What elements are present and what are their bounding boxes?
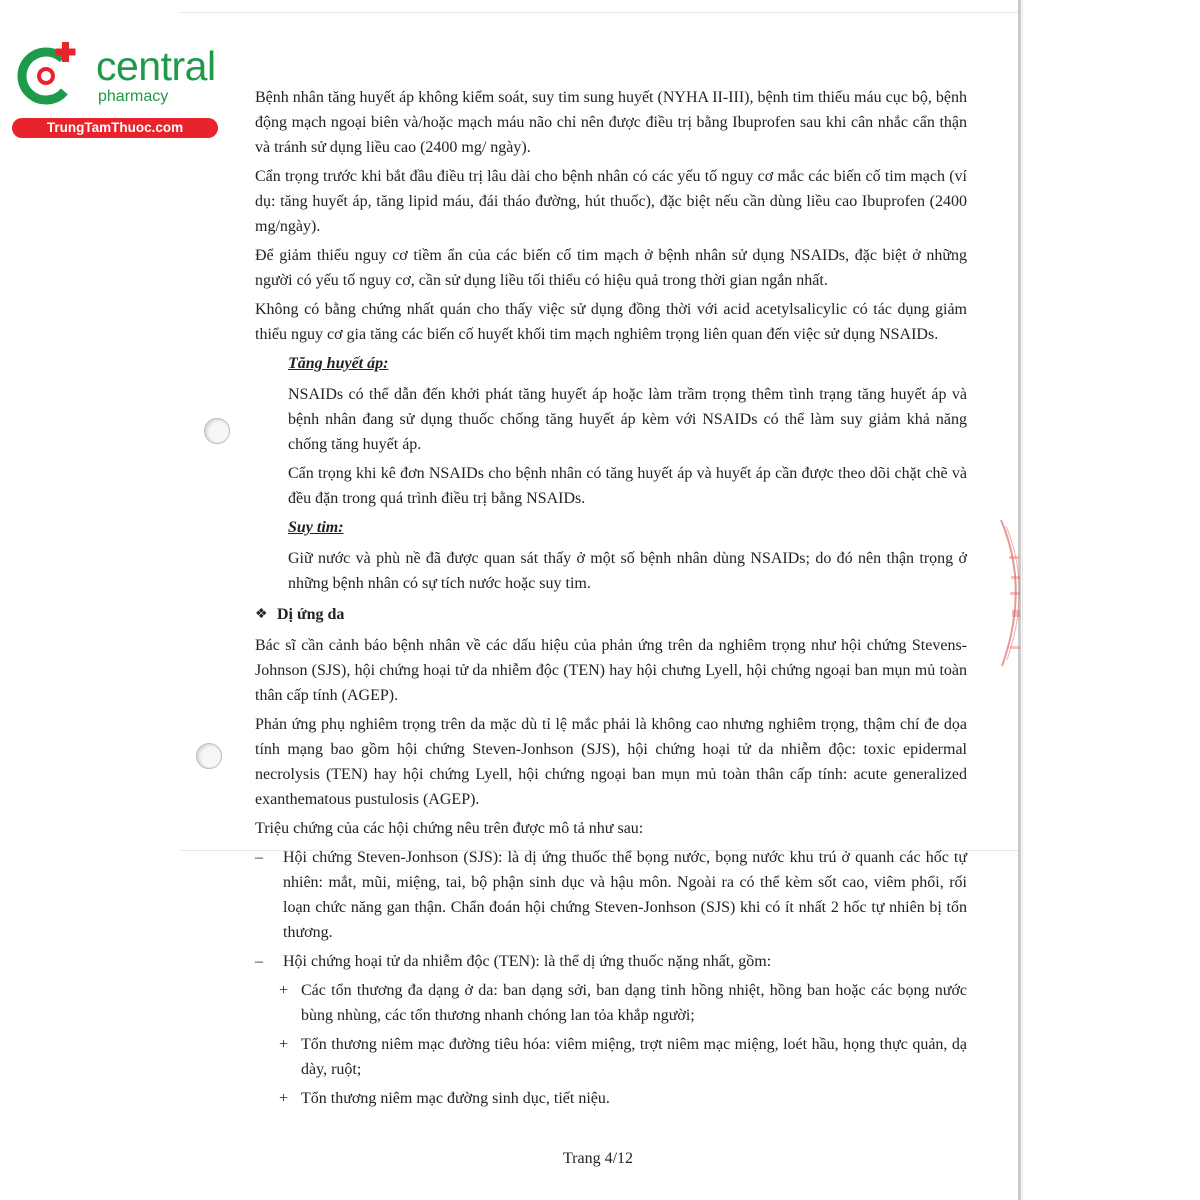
- sub-list-item: [279, 1032, 967, 1082]
- hypertension-section: [255, 351, 967, 596]
- paragraph: NSAIDs có thể dẫn đến khởi phát tăng huyết áp hoặc làm trầm trọng thêm tình trạng tăng huyết áp và bệnh nhân đang sử dụng thuốc chống tăng huyết áp kèm với NSAIDs có thể làm suy giảm khả năng chống tăng huyết áp.: [288, 386, 967, 453]
- scan-edge-top: [180, 12, 1020, 13]
- plus-bullet: +: [279, 982, 289, 999]
- list-item: [255, 845, 967, 945]
- paragraph: Bệnh nhân tăng huyết áp không kiểm soát, suy tim sung huyết (NYHA II-III), bệnh tim thiếu máu cục bộ, bệnh động mạch ngoại biên và/hoặc mạch máu não chỉ nên được điều trị bằng Ibuprofen sau khi cân nhắc cẩn thận và tránh sử dụng liều cao (2400 mg/ ngày).: [255, 89, 967, 156]
- paragraph: Để giảm thiểu nguy cơ tiềm ẩn của các biến cố tim mạch ở bệnh nhân sử dụng NSAIDs, đặc biệt ở những người có yếu tố nguy cơ, cần sử dụng liều tối thiểu có hiệu quả trong thời gian ngắn nhất.: [255, 247, 967, 289]
- document-body: [255, 85, 967, 1115]
- paragraph: Giữ nước và phù nề đã được quan sát thấy ở một số bệnh nhân dùng NSAIDs; do đó nên thận trọng ở những bệnh nhân có sự tích nước hoặc suy tim.: [288, 550, 967, 592]
- central-pharmacy-logo[interactable]: [10, 38, 215, 138]
- hypertension-heading: Tăng huyết áp:: [288, 355, 389, 372]
- sub-list-item: [279, 1086, 967, 1111]
- punch-hole: [196, 743, 222, 769]
- diamond-bullet-icon: ❖: [255, 607, 268, 622]
- paragraph: Cẩn trọng khi kê đơn NSAIDs cho bệnh nhân có tăng huyết áp và huyết áp cần được theo dõi chặt chẽ và đều đặn trong quá trình điều trị bằng NSAIDs.: [288, 465, 967, 507]
- red-stamp-fragment: [996, 518, 1026, 668]
- brand-name: central: [96, 43, 216, 89]
- sub-list-item-text: Các tổn thương đa dạng ở da: ban dạng sởi, ban dạng tinh hồng nhiệt, hồng ban hoặc các bọng nước bùng nhùng, các tổn thương nhanh chóng lan tỏa khắp người;: [301, 982, 967, 1024]
- paragraph: Bác sĩ cần cảnh báo bệnh nhân về các dấu hiệu của phản ứng trên da nghiêm trọng như hội chứng Stevens-Johnson (SJS), hội chứng hoại tử da nhiễm độc (TEN) hay hội chưng Lyell, hội chứng ngoại ban mụn mủ toàn thân cấp tính (AGEP).: [255, 637, 967, 704]
- sub-list-item-text: Tổn thương niêm mạc đường sinh dục, tiết niệu.: [301, 1090, 610, 1107]
- sub-list-item-text: Tổn thương niêm mạc đường tiêu hóa: viêm miệng, trợt niêm mạc miệng, loét hầu, họng thực quản, dạ dày, ruột;: [301, 1036, 967, 1078]
- punch-hole: [204, 418, 230, 444]
- list-item-text: Hội chứng hoại tử da nhiễm độc (TEN): là thể dị ứng thuốc nặng nhất, gồm:: [283, 953, 772, 970]
- paragraph: Không có bằng chứng nhất quán cho thấy việc sử dụng đồng thời với acid acetylsalicylic có tác dụng giảm thiểu nguy cơ gia tăng các biến cố huyết khối tim mạch nghiêm trọng liên quan đến việc sử dụng NSAIDs.: [255, 301, 967, 343]
- list-item-text: Hội chứng Steven-Jonhson (SJS): là dị ứng thuốc thể bọng nước, bọng nước khu trú ở quanh các hốc tự nhiên: mắt, mũi, miệng, tai, bộ phận sinh dục và hậu môn. Ngoài ra có thể kèm sốt cao, viêm phổi, rối loạn chức năng gan thận. Chẩn đoán hội chứng Steven-Jonhson (SJS) khi có ít nhất 2 hốc tự nhiên bị tổn thương.: [283, 849, 967, 941]
- brand-subtitle: pharmacy: [98, 88, 169, 105]
- paragraph: Phản ứng phụ nghiêm trọng trên da mặc dù tỉ lệ mắc phải là không cao nhưng nghiêm trọng, thậm chí đe dọa tính mạng bao gồm hội chứng Steven-Jonhson (SJS), hội chứng hoại tử da nhiễm độc: toxic epidermal necrolysis (TEN) hay hội chứng Lyell, hội chứng ngoại ban mụn mủ toàn thân cấp tính: acute generalized exanthematous pustulosis (AGEP).: [255, 716, 967, 808]
- heart-failure-heading: Suy tim:: [288, 519, 344, 536]
- brand-url-badge[interactable]: TrungTamThuoc.com: [12, 118, 218, 138]
- section-title: Dị ứng da: [277, 606, 345, 623]
- pharmacy-cross-logo-icon: [10, 38, 90, 118]
- plus-bullet: +: [279, 1090, 289, 1107]
- dash-bullet: –: [255, 953, 263, 970]
- list-item: [255, 949, 967, 974]
- dash-bullet: –: [255, 849, 263, 866]
- paragraph: Triệu chứng của các hội chứng nêu trên được mô tả như sau:: [255, 820, 644, 837]
- paragraph: Cẩn trọng trước khi bắt đầu điều trị lâu dài cho bệnh nhân có các yếu tố nguy cơ mắc các biến cố tim mạch (ví dụ: tăng huyết áp, tăng lipid máu, đái tháo đường, hút thuốc), đặc biệt nếu cần dùng liều cao Ibuprofen (2400 mg/ngày).: [255, 168, 967, 235]
- skin-allergy-heading: [255, 602, 967, 627]
- page-number: Trang 4/12: [562, 1150, 634, 1167]
- plus-bullet: +: [279, 1036, 289, 1053]
- sub-list-item: [279, 978, 967, 1028]
- page-number-footer: [0, 1150, 1200, 1168]
